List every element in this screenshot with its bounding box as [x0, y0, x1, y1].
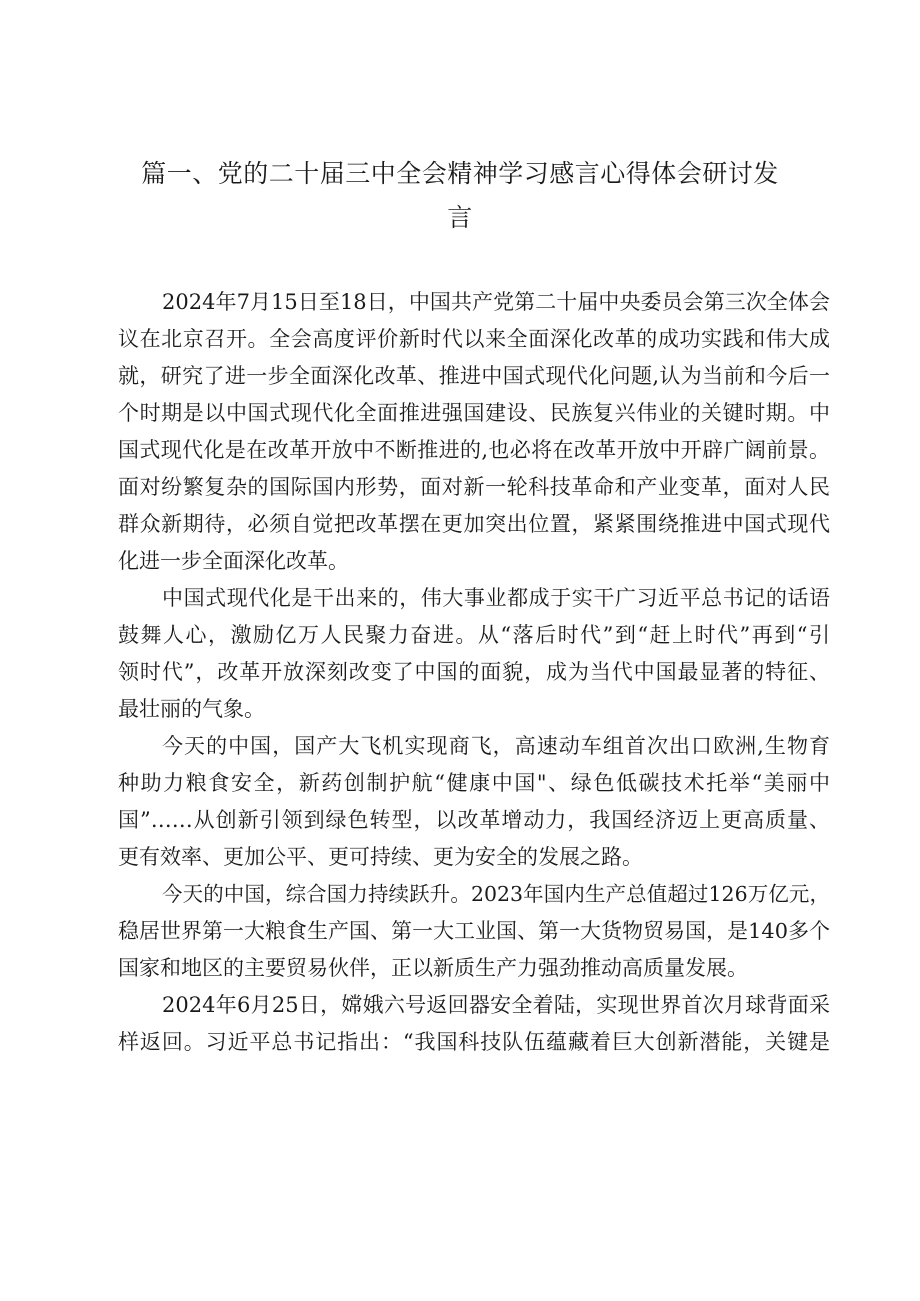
paragraph-line: 鼓舞人心，激励亿万人民聚力奋进。从“落后时代”到“赶上时代”再到“引 [118, 623, 830, 647]
paragraph-line: 最壮丽的气象。 [118, 697, 265, 721]
paragraph-2 [118, 580, 830, 728]
paragraph-line: 中国式现代化是干出来的，伟大事业都成于实干广习近平总书记的话语 [162, 586, 830, 610]
paragraph-line: 国”……从创新引领到绿色转型，以改革增动力，我国经济迈上更高质量、 [118, 808, 830, 832]
paragraph-line: 稳居世界第一大粮食生产国、第一大工业国、第一大货物贸易国，是140多个 [118, 919, 830, 943]
paragraph-line: 今天的中国，综合国力持续跃升。2023年国内生产总值超过126万亿元， [162, 882, 830, 906]
paragraph-line: 领时代”，改革开放深刻改变了中国的面貌，成为当代中国最显著的特征、 [118, 660, 830, 684]
paragraph-line: 个时期是以中国式现代化全面推进强国建设、民族复兴伟业的关键时期。中 [118, 401, 830, 425]
paragraph-line: 样返回。习近平总书记指出：“我国科技队伍蕴藏着巨大创新潜能，关键是 [118, 1030, 830, 1054]
paragraph-3 [118, 728, 830, 876]
paragraph-1 [118, 284, 830, 580]
paragraph-line: 2024年6月25日，嫦娥六号返回器安全着陆，实现世界首次月球背面采 [162, 993, 830, 1017]
paragraph-line: 化进一步全面深化改革。 [118, 549, 349, 573]
title-line-2: 言 [447, 203, 473, 232]
paragraph-line: 就，研究了进一步全面深化改革、推进中国式现代化问题,认为当前和今后一 [118, 364, 830, 388]
document-title [120, 152, 800, 240]
paragraph-line: 今天的中国，国产大飞机实现商飞，高速动车组首次出口欧洲,生物育 [162, 734, 830, 758]
paragraph-4 [118, 876, 830, 987]
title-line-1: 篇一、党的二十届三中全会精神学习感言心得体会研讨发 [141, 159, 779, 188]
paragraph-5 [118, 987, 830, 1061]
paragraph-line: 2024年7月15日至18日，中国共产党第二十届中央委员会第三次全体会 [162, 290, 830, 314]
paragraph-line: 面对纷繁复杂的国际国内形势，面对新一轮科技革命和产业变革，面对人民 [118, 475, 830, 499]
paragraph-line: 更有效率、更加公平、更可持续、更为安全的发展之路。 [118, 845, 643, 869]
paragraph-line: 群众新期待，必须自觉把改革摆在更加突出位置，紧紧围绕推进中国式现代 [118, 512, 830, 536]
paragraph-line: 国家和地区的主要贸易伙伴，正以新质生产力强劲推动高质量发展。 [118, 956, 748, 980]
paragraph-line: 种助力粮食安全，新药创制护航“健康中国"、绿色低碳技术托举“美丽中 [118, 771, 830, 795]
document-body [118, 284, 830, 1061]
paragraph-line: 议在北京召开。全会高度评价新时代以来全面深化改革的成功实践和伟大成 [118, 327, 830, 351]
paragraph-line: 国式现代化是在改革开放中不断推进的,也必将在改革开放中开辟广阔前景。 [118, 438, 830, 462]
